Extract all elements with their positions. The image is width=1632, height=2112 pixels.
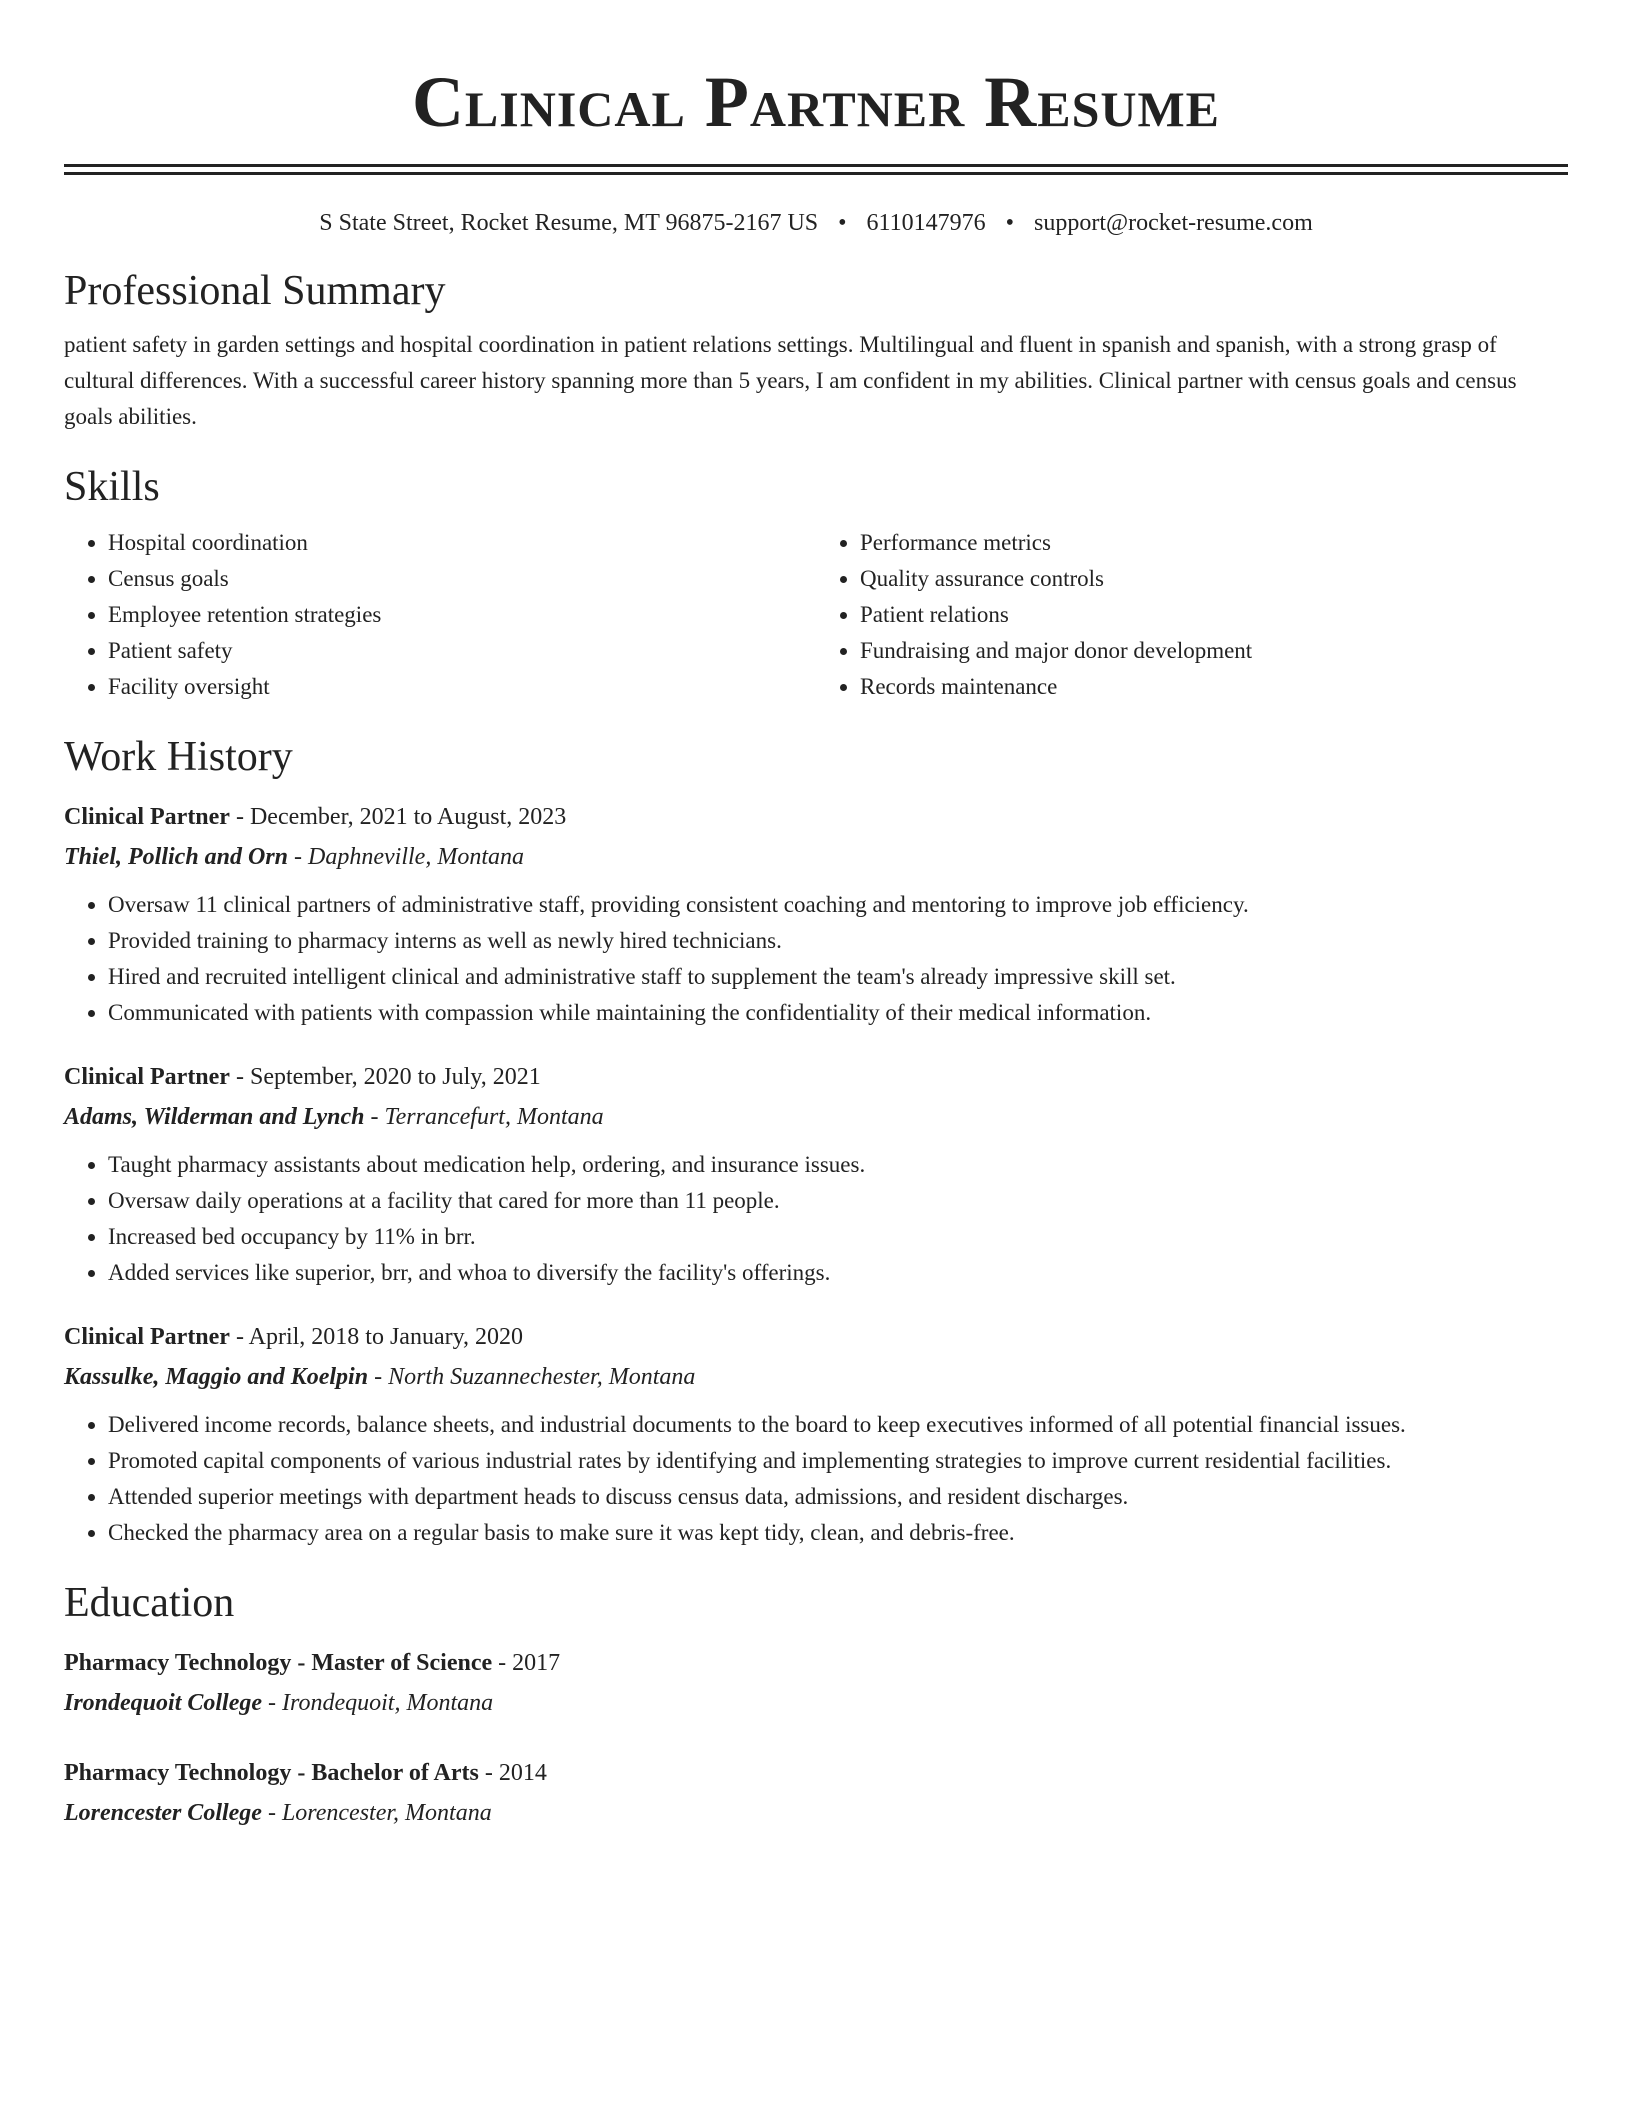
school-name: Lorencester College bbox=[64, 1800, 262, 1826]
job-bullet: • Taught pharmacy assistants about medication help, ordering, and insurance issues. bbox=[108, 1147, 1568, 1183]
job-title-line bbox=[64, 797, 1568, 837]
work-history-heading: Work History bbox=[64, 734, 293, 780]
summary-text: patient safety in garden settings and hospital coordination in patient relations settings. Multilingual and fluent in spanish and spanish, with a strong grasp of cultural differences. With a successful career history spanning more than 5 years, I am confident in my abilities. Clinical partner with census goals and census goals abilities. bbox=[64, 332, 1517, 429]
contact-separator: • bbox=[838, 210, 847, 236]
job-title: Clinical Partner bbox=[64, 1064, 230, 1090]
separator: - bbox=[492, 1650, 513, 1676]
employer-name: Thiel, Pollich and Orn bbox=[64, 844, 289, 870]
job-bullet: • Increased bed occupancy by 11% in brr. bbox=[108, 1219, 1568, 1255]
school-line bbox=[64, 1683, 1568, 1723]
job-bullets bbox=[64, 1147, 1568, 1291]
skill-item: • Performance metrics bbox=[860, 525, 1568, 561]
skill-item: • Quality assurance controls bbox=[860, 561, 1568, 597]
separator: - bbox=[229, 1064, 250, 1090]
education-heading: Education bbox=[64, 1580, 235, 1626]
graduation-year: 2014 bbox=[498, 1760, 547, 1786]
school-name: Irondequoit College bbox=[64, 1690, 263, 1716]
job-bullet: • Oversaw daily operations at a facility that cared for more than 11 people. bbox=[108, 1183, 1568, 1219]
job-title: Clinical Partner bbox=[64, 1324, 230, 1350]
contact-address: S State Street, Rocket Resume, MT 96875-2167 US bbox=[319, 210, 819, 236]
degree: Pharmacy Technology - Master of Science bbox=[64, 1650, 493, 1676]
separator: - bbox=[229, 804, 250, 830]
skills-column-left bbox=[64, 525, 816, 705]
degree: Pharmacy Technology - Bachelor of Arts bbox=[64, 1760, 479, 1786]
skills-heading: Skills bbox=[64, 464, 160, 510]
separator: - bbox=[261, 1800, 282, 1826]
school-line bbox=[64, 1793, 1568, 1833]
skill-item: • Records maintenance bbox=[860, 669, 1568, 705]
employer-location: Terrancefurt, Montana bbox=[384, 1104, 604, 1130]
employer-name: Kassulke, Maggio and Koelpin bbox=[64, 1364, 369, 1390]
title-divider bbox=[64, 164, 1568, 175]
separator: - bbox=[478, 1760, 499, 1786]
education-entry bbox=[64, 1753, 1568, 1833]
employer-location: Daphneville, Montana bbox=[308, 844, 524, 870]
degree-line bbox=[64, 1643, 1568, 1683]
skill-item: • Employee retention strategies bbox=[108, 597, 816, 633]
school-location: Lorencester, Montana bbox=[281, 1800, 492, 1826]
contact-separator: • bbox=[1005, 210, 1015, 236]
summary-heading: Professional Summary bbox=[64, 268, 446, 314]
separator: - bbox=[364, 1104, 385, 1130]
job-bullets bbox=[64, 1407, 1568, 1551]
job-bullet: • Promoted capital components of various industrial rates by identifying and implementing strategies to improve current residential facilities. bbox=[108, 1443, 1568, 1479]
job-bullet: • Communicated with patients with compassion while maintaining the confidentiality of their medical information. bbox=[108, 995, 1568, 1031]
separator: - bbox=[368, 1364, 389, 1390]
degree-line bbox=[64, 1753, 1568, 1793]
school-location: Irondequoit, Montana bbox=[282, 1690, 494, 1716]
job-title-line bbox=[64, 1057, 1568, 1097]
skill-item: • Census goals bbox=[108, 561, 816, 597]
graduation-year: 2017 bbox=[512, 1650, 561, 1676]
employer-name: Adams, Wilderman and Lynch bbox=[64, 1104, 365, 1130]
job-dates: April, 2018 to January, 2020 bbox=[248, 1324, 524, 1350]
job-bullet: • Checked the pharmacy area on a regular basis to make sure it was kept tidy, clean, and debris-free. bbox=[108, 1515, 1568, 1551]
skill-item: • Fundraising and major donor development bbox=[860, 633, 1568, 669]
skills-list bbox=[64, 525, 1568, 705]
skill-item: • Hospital coordination bbox=[108, 525, 816, 561]
employer-line bbox=[64, 837, 1568, 877]
skills-column-right bbox=[816, 525, 1568, 705]
job-entry bbox=[64, 797, 1568, 1031]
separator: - bbox=[288, 844, 309, 870]
job-bullet: • Provided training to pharmacy interns as well as newly hired technicians. bbox=[108, 923, 1568, 959]
job-bullet: • Attended superior meetings with department heads to discuss census data, admissions, and resident discharges. bbox=[108, 1479, 1568, 1515]
job-bullet: • Oversaw 11 clinical partners of administrative staff, providing consistent coaching and mentoring to improve job efficiency. bbox=[108, 887, 1568, 923]
separator: - bbox=[262, 1690, 283, 1716]
skill-item: • Patient safety bbox=[108, 633, 816, 669]
job-bullet: • Hired and recruited intelligent clinical and administrative staff to supplement the team's already impressive skill set. bbox=[108, 959, 1568, 995]
separator: - bbox=[229, 1324, 249, 1350]
resume-title: Clinical Partner Resume bbox=[411, 62, 1221, 142]
job-dates: December, 2021 to August, 2023 bbox=[249, 804, 567, 830]
education-entry bbox=[64, 1643, 1568, 1723]
contact-phone: 6110147976 bbox=[866, 210, 986, 236]
job-title-line bbox=[64, 1317, 1568, 1357]
job-title: Clinical Partner bbox=[64, 804, 230, 830]
job-bullets bbox=[64, 887, 1568, 1031]
skill-item: • Facility oversight bbox=[108, 669, 816, 705]
job-bullet: • Delivered income records, balance sheets, and industrial documents to the board to keep executives informed of all potential financial issues. bbox=[108, 1407, 1568, 1443]
employer-location: North Suzannechester, Montana bbox=[388, 1364, 696, 1390]
job-entry bbox=[64, 1057, 1568, 1291]
employer-line bbox=[64, 1097, 1568, 1137]
skill-item: • Patient relations bbox=[860, 597, 1568, 633]
job-dates: September, 2020 to July, 2021 bbox=[249, 1064, 541, 1090]
employer-line bbox=[64, 1357, 1568, 1397]
contact-line bbox=[64, 207, 1568, 239]
contact-email: support@rocket-resume.com bbox=[1034, 210, 1313, 236]
job-bullet: • Added services like superior, brr, and whoa to diversify the facility's offerings. bbox=[108, 1255, 1568, 1291]
job-entry bbox=[64, 1317, 1568, 1551]
